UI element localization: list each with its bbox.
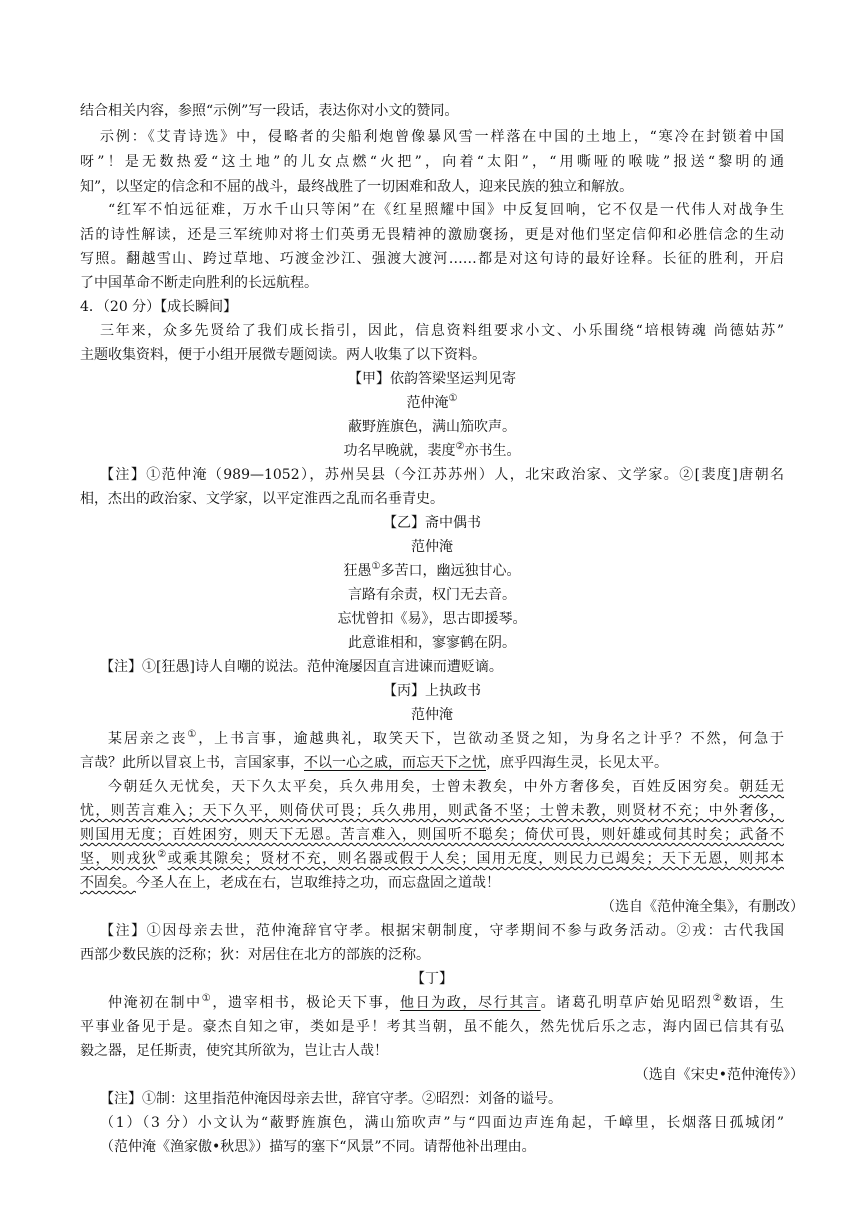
poem-jia-line: 功名早晚就，裴度②亦书生。: [343, 441, 521, 459]
source-bing: （选自《范仲淹全集》，有删改）: [601, 899, 804, 915]
poem-yi-line: 此意谁相和，寥寥鹤在阴。: [348, 635, 516, 651]
poem-yi-line: 忘忧曾扣《易》，思古即援琴。: [337, 611, 527, 627]
note-jia: 【注】①范仲淹（989—1052），苏州吴县（今江苏苏州）人，北宋政治家、文学家。②[裴度]唐朝名: [100, 467, 784, 483]
poem-yi-title: 【乙】斋中偶书: [383, 515, 481, 531]
text-bing-line: 则国用无度；百姓困穷，则天下无恩。苦言难入，则国听不聪矣；倚伏可畏，则奸雄或伺其时矣；武备不: [80, 827, 784, 843]
text-bing-author: 范仲淹: [411, 707, 453, 723]
example-line: 知”，以坚定的信念和不屈的战斗，最终战胜了一切困难和敌人，迎来民族的独立和解放。: [80, 179, 634, 195]
poem-yi-line: 狂愚①多苦口，幽远独甘心。: [343, 561, 521, 579]
note-jia: 相，杰出的政治家、文学家，以平定淮西之乱而名垂青史。: [80, 491, 444, 507]
answer-line: 活的诗性解读，还是三军统帅对将士们英勇无畏精神的激励褒扬，更是对他们坚定信仰和必胜信念的生动: [80, 227, 784, 243]
text-ding-line: 仲淹初在制中①，遗宰相书，极论天下事，他日为政，尽行其言。诸葛孔明草庐始见昭烈②数语，生: [108, 993, 785, 1011]
intro-line: 三年来，众多先贤给了我们成长指引，因此，信息资料组要求小文、小乐围绕“培根铸魂 尚德姑苏”: [100, 323, 784, 339]
example-line: 示例：《艾青诗选》中，侵略者的尖船利炮曾像暴风雪一样落在中国的土地上，“寒冷在封锁着中国: [100, 129, 784, 145]
text-bing-line: 某居亲之丧①，上书言事，逾越典礼，取笑天下，岂欲动圣贤之知，为身名之计乎？不然，何急于: [108, 729, 785, 747]
question-4-heading: 4．（20 分）【成长瞬间】: [80, 299, 238, 315]
note-bing: 【注】①因母亲去世，范仲淹辞官守孝。根据宋朝制度，守孝期间不参与政务活动。②戎：古代我国: [100, 923, 784, 939]
underlined-sentence: 不以一心之戚，而忘天下之忧: [304, 755, 486, 771]
underlined-sentence: 他日为政，尽行其言: [399, 995, 541, 1011]
text-bing-line: 坚，则戎狄②或乘其隙矣；贤材不充，则名器或假于人矣；国用无度，则民力已竭矣；天下无恩，则邦本: [80, 849, 785, 867]
text-bing-line: 忧，则苦言难入；天下久平，则倚伏可畏；兵久弗用，则武备不坚；士曾未教，则贤材不充；中外奢侈，: [80, 803, 784, 819]
wavy-underlined-passage: 朝廷无: [739, 779, 785, 795]
text-ding-line: 平事业备见于是。豪杰自知之审，类如是乎！考其当朝，虽不能久，然先忧后乐之志，海内固已信其有弘: [80, 1019, 784, 1035]
text-ding-line: 毅之器，足任斯责，使究其所欲为，岂让古人哉！: [80, 1043, 388, 1059]
text-bing-line: 今朝廷久无忧矣，天下久太平矣，兵久弗用矣，士曾未教矣，中外方奢侈矣，百姓反困穷矣。朝廷无: [108, 779, 785, 795]
note-ding: 【注】①制：这里指范仲淹因母亲去世，辞官守孝。②昭烈：刘备的谥号。: [100, 1091, 562, 1107]
text-bing-line: 言哉？此所以冒哀上书，言国家事，不以一心之戚，而忘天下之忧，庶乎四海生灵，长见太平。: [80, 755, 668, 771]
sub-question-1: （1）（3 分）小文认为“蔽野旌旗色，满山笳吹声”与“四面边声连角起，千嶂里，长烟落日孤城闭”: [100, 1115, 784, 1131]
answer-line: 了中国革命不断走向胜利的长远航程。: [80, 275, 318, 291]
poem-jia-author: 范仲淹①: [406, 393, 458, 411]
instruction-line: 结合相关内容，参照“示例”写一段话，表达你对小文的赞同。: [80, 103, 459, 119]
poem-jia-line: 蔽野旌旗色，满山笳吹声。: [348, 419, 516, 435]
note-yi: 【注】①[狂愚]诗人自嘲的说法。范仲淹屡因直言进谏而遭贬谪。: [100, 659, 503, 675]
text-ding-title: 【丁】: [411, 971, 453, 987]
text-bing-title: 【丙】上执政书: [383, 683, 481, 699]
example-line: 呀”！是无数热爱“这土地”的儿女点燃“火把”，向着“太阳”，“用嘶哑的喉咙”报送“黎明的通: [80, 154, 784, 170]
source-ding: （选自《宋史•范仲淹传》）: [634, 1067, 804, 1083]
answer-line: 写照。翻越雪山、跨过草地、巧渡金沙江、强渡大渡河……都是对这句诗的最好诠释。长征的胜利，开启: [80, 251, 784, 267]
note-bing: 西部少数民族的泛称；狄：对居住在北方的部族的泛称。: [80, 947, 430, 963]
sub-question-1: （范仲淹《渔家傲•秋思》）描写的塞下“风景”不同。请帮他补出理由。: [100, 1139, 536, 1155]
answer-line: “红军不怕远征难，万水千山只等闲”在《红星照耀中国》中反复回响，它不仅是一代伟人对战争生: [108, 202, 784, 218]
text-bing-line: 不固矣。今圣人在上，老成在右，岂取维持之功，而忘盘固之道哉！: [80, 875, 500, 891]
poem-yi-author: 范仲淹: [411, 539, 453, 555]
poem-yi-line: 言路有余责，权门无去音。: [348, 587, 516, 603]
intro-line: 主题收集资料，便于小组开展微专题阅读。两人收集了以下资料。: [80, 347, 486, 363]
poem-jia-title: 【甲】依韵答梁坚运判见寄: [348, 371, 516, 387]
